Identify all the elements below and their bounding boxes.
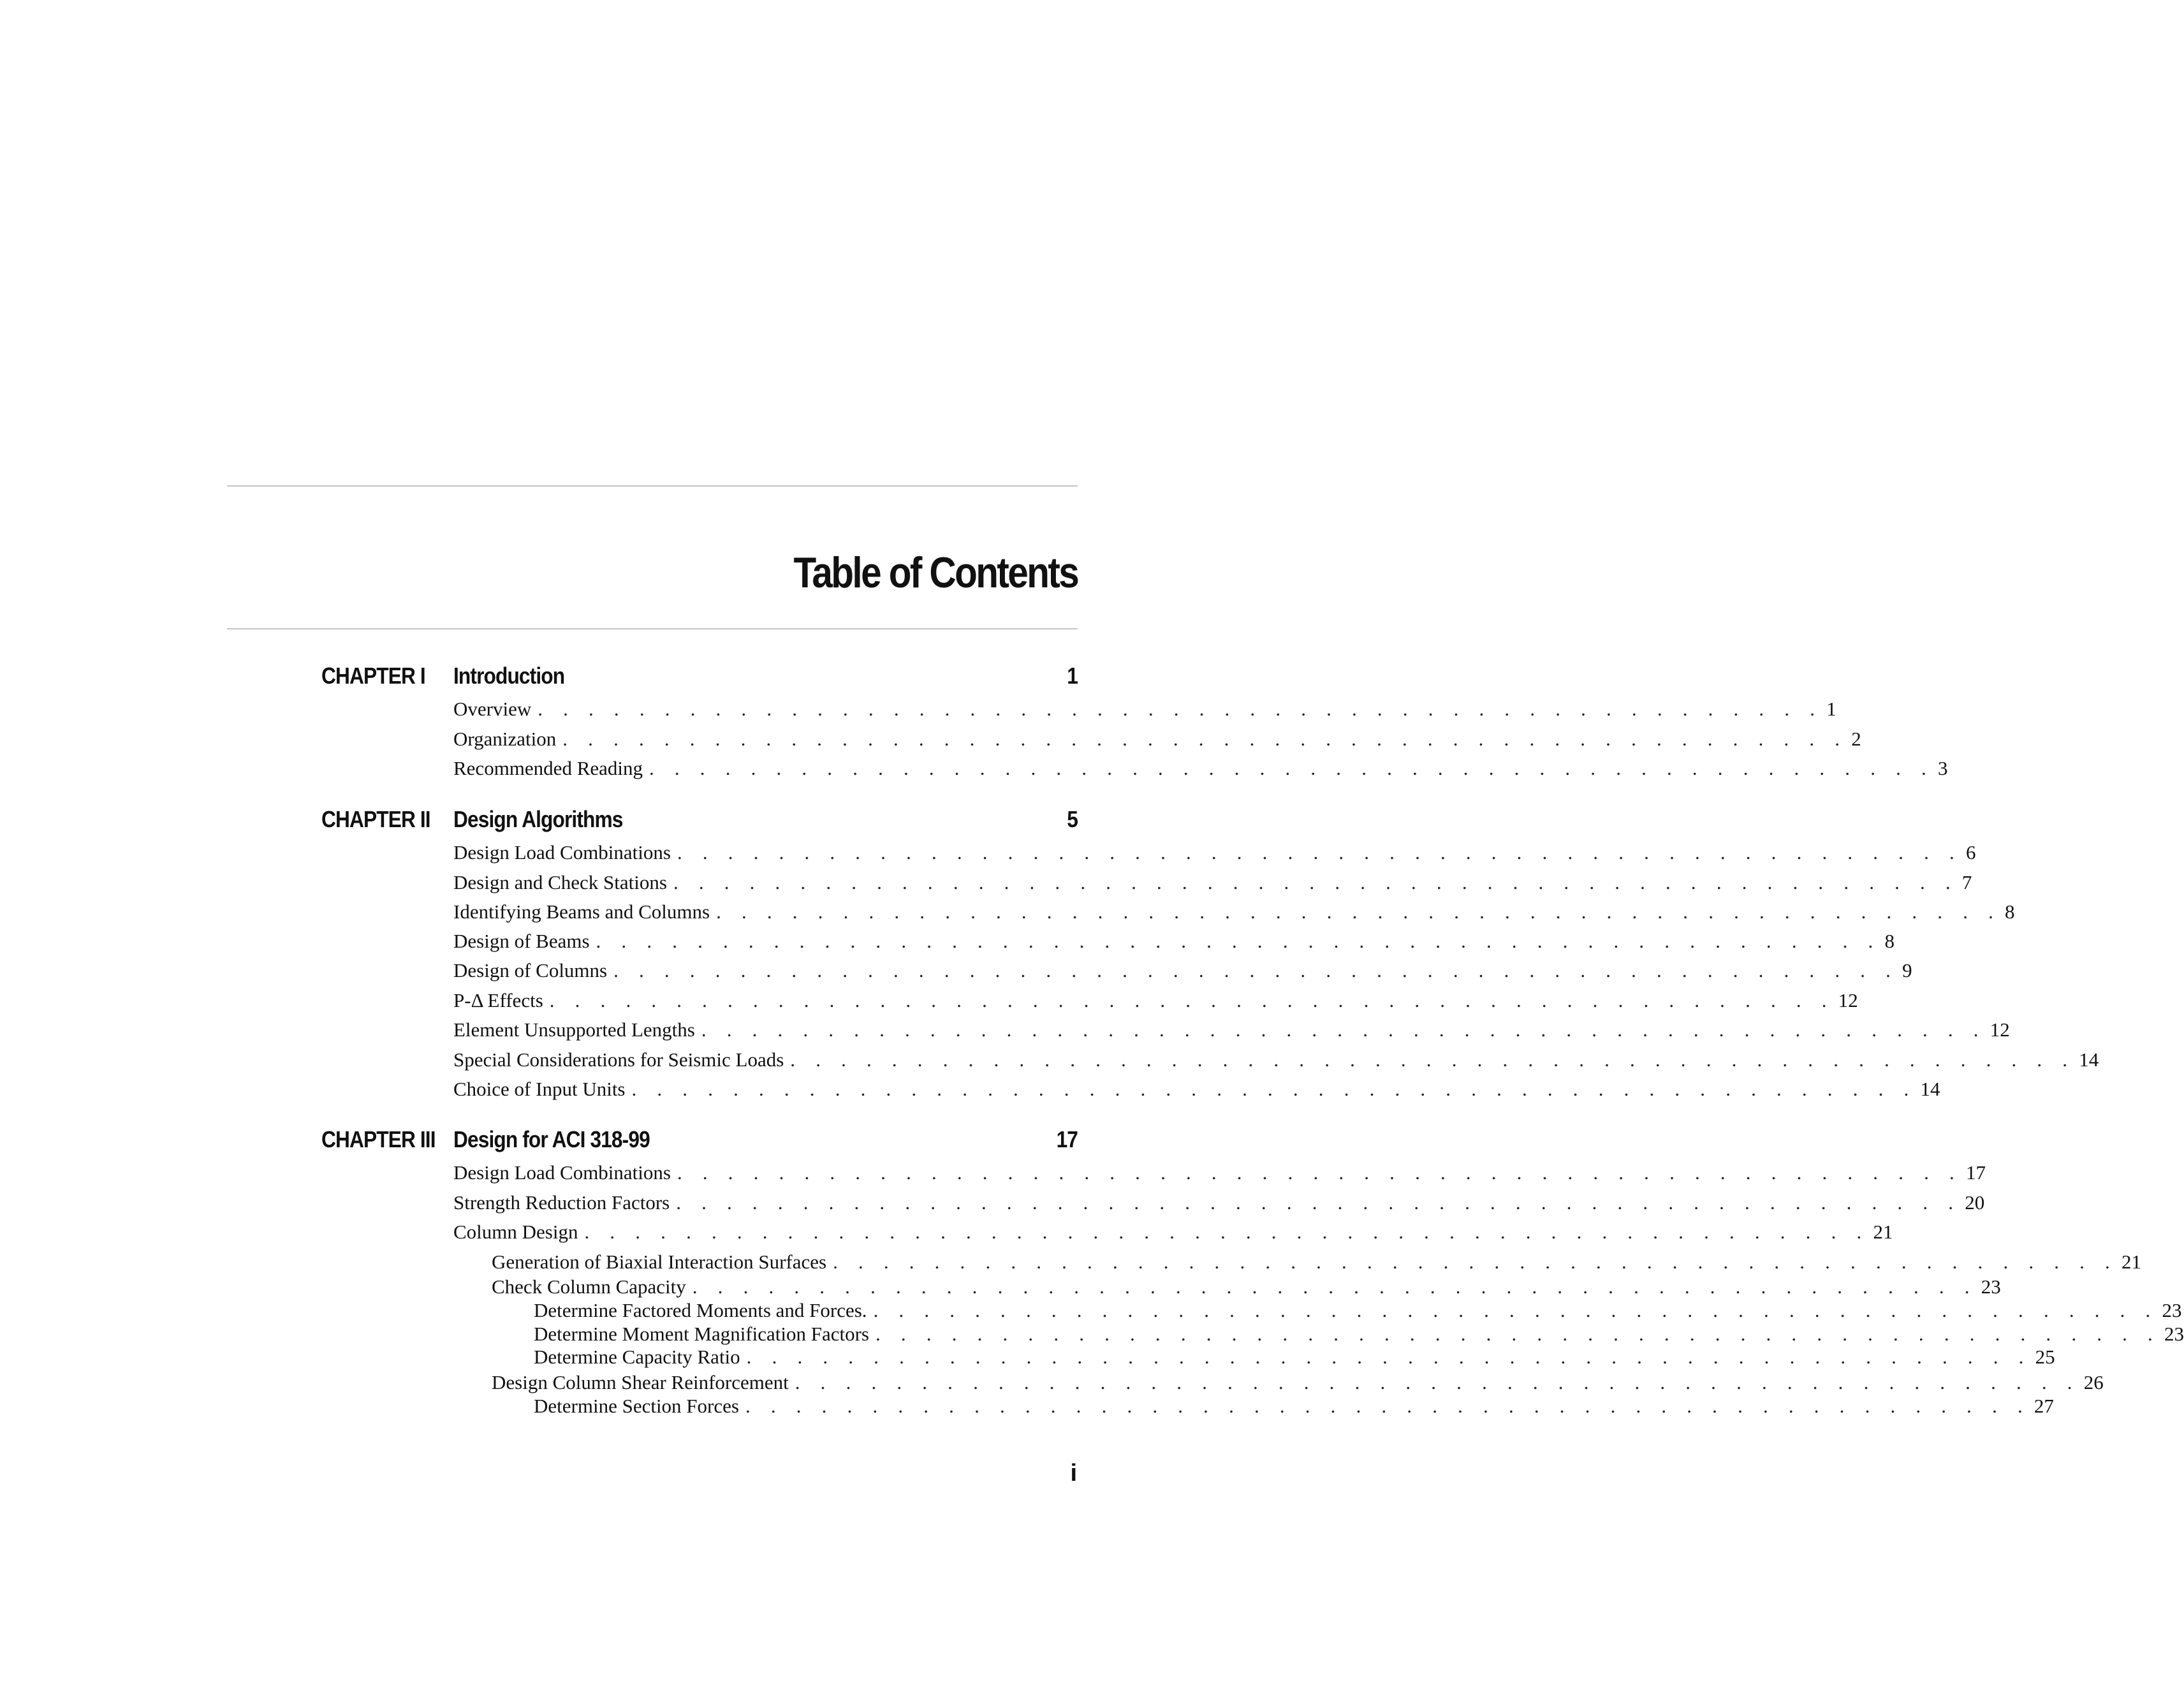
chapter-page-number: 1: [1067, 663, 1078, 689]
dot-leader: . . . . . . . . . . . . . . . . . . . . . . . . . . . . . . . . . . . . . . . . . . . . . . . . . . .: [631, 1078, 1917, 1100]
chapter-title: Introduction: [453, 663, 565, 689]
chapter-page-number: 17: [1056, 1126, 1078, 1152]
toc-entry-label: Overview: [453, 698, 532, 720]
chapter-heading[interactable]: [0, 800, 1306, 839]
chapter-heading[interactable]: [0, 1121, 1306, 1159]
chapter-title: Design for ACI 318-99: [453, 1126, 650, 1152]
chapter-heading[interactable]: [0, 657, 1306, 695]
dot-leader: . . . . . . . . . . . . . . . . . . . . . . . . . . . . . . . . . . . . . . . . . . . . . . . . . . .: [649, 757, 1934, 779]
toc-entry-label: Generation of Biaxial Interaction Surfaces: [492, 1251, 827, 1273]
toc-entry-label: Determine Section Forces: [534, 1395, 739, 1417]
toc-entry[interactable]: [453, 839, 1976, 867]
toc-entry[interactable]: [453, 1218, 1893, 1246]
dot-leader: . . . . . . . . . . . . . . . . . . . . . . . . . . . . . . . . . . . . . . . . . . . . . . . . . . .: [716, 900, 2002, 923]
toc-entry-label: Check Column Capacity: [492, 1275, 686, 1298]
toc-entry-label: Design Column Shear Reinforcement: [492, 1371, 789, 1393]
toc-entry-label: Organization: [453, 728, 557, 750]
toc-entry-page-number: 20: [1965, 1191, 1985, 1214]
dot-leader: . . . . . . . . . . . . . . . . . . . . . . . . . . . . . . . . . . . . . . . . . . . . . . . . . . .: [677, 1161, 1962, 1184]
toc-entry-page-number: 8: [2005, 900, 2015, 923]
toc-entry-page-number: 23: [2162, 1299, 2182, 1321]
toc-entry-page-number: 21: [1873, 1221, 1893, 1243]
toc-entry-label: Identifying Beams and Columns: [453, 900, 710, 923]
toc-entry-page-number: 27: [2034, 1395, 2054, 1417]
dot-leader: . . . . . . . . . . . . . . . . . . . . . . . . . . . . . . . . . . . . . . . . . . . . . . . . . . .: [584, 1221, 1870, 1243]
toc-entry-page-number: 12: [1838, 989, 1858, 1011]
toc-entry[interactable]: [453, 1189, 1985, 1217]
toc-entry[interactable]: [534, 1343, 2055, 1371]
dot-leader: . . . . . . . . . . . . . . . . . . . . . . . . . . . . . . . . . . . . . . . . . . . . . . . . . . .: [745, 1395, 2030, 1417]
toc-entry[interactable]: [453, 754, 1948, 783]
toc-entry-page-number: 14: [2079, 1048, 2099, 1071]
toc-entry-label: Determine Factored Moments and Forces.: [534, 1299, 867, 1321]
toc-entry-label: Design Load Combinations: [453, 1161, 671, 1184]
dot-leader: . . . . . . . . . . . . . . . . . . . . . . . . . . . . . . . . . . . . . . . . . . . . . . . . . . .: [746, 1346, 2032, 1368]
toc-entry-page-number: 23: [2164, 1323, 2184, 1345]
toc-entry[interactable]: [453, 695, 1836, 723]
dot-leader: . . . . . . . . . . . . . . . . . . . . . . . . . . . . . . . . . . . . . . . . . . . . . . . . . . .: [562, 728, 1848, 750]
toc-entry-page-number: 23: [1981, 1275, 2001, 1298]
toc-entry-label: Column Design: [453, 1221, 578, 1243]
page-title: Table of Contents: [793, 548, 1078, 597]
toc-entry-page-number: 6: [1965, 841, 1976, 863]
dot-leader: . . . . . . . . . . . . . . . . . . . . . . . . . . . . . . . . . . . . . . . . . . . . . . . . . . .: [790, 1048, 2076, 1071]
toc-entry[interactable]: [453, 1159, 1986, 1187]
toc-entry[interactable]: [453, 725, 1861, 753]
toc-entry[interactable]: [453, 987, 1858, 1015]
toc-entry[interactable]: [453, 957, 1912, 985]
dot-leader: . . . . . . . . . . . . . . . . . . . . . . . . . . . . . . . . . . . . . . . . . . . . . . . . . . .: [833, 1251, 2118, 1273]
toc-entry-label: Design and Check Stations: [453, 871, 667, 893]
toc-entry-label: Design Load Combinations: [453, 841, 671, 863]
dot-leader: . . . . . . . . . . . . . . . . . . . . . . . . . . . . . . . . . . . . . . . . . . . . . . . . . . .: [692, 1275, 1977, 1298]
toc-entry[interactable]: [534, 1392, 2054, 1420]
toc-entry-page-number: 1: [1826, 698, 1836, 720]
toc-entry[interactable]: [453, 1046, 2099, 1074]
toc-entry-page-number: 12: [1990, 1018, 2010, 1041]
toc-entry-label: Recommended Reading: [453, 757, 643, 779]
dot-leader: . . . . . . . . . . . . . . . . . . . . . . . . . . . . . . . . . . . . . . . . . . . . . . . . . . .: [701, 1018, 1986, 1041]
chapter-label: CHAPTER II: [321, 806, 430, 832]
toc-entry-label: Special Considerations for Seismic Loads: [453, 1048, 784, 1071]
dot-leader: . . . . . . . . . . . . . . . . . . . . . . . . . . . . . . . . . . . . . . . . . . . . . . . . . . .: [676, 1191, 1961, 1214]
dot-leader: . . . . . . . . . . . . . . . . . . . . . . . . . . . . . . . . . . . . . . . . . . . . . . . . . . .: [538, 698, 1823, 720]
toc-entry-label: Determine Capacity Ratio: [534, 1346, 740, 1368]
toc-entry-label: Element Unsupported Lengths: [453, 1018, 695, 1041]
toc-entry-label: Strength Reduction Factors: [453, 1191, 670, 1214]
chapter-title: Design Algorithms: [453, 806, 623, 832]
toc-entry-label: Determine Moment Magnification Factors: [534, 1323, 870, 1345]
toc-entry-label: Design of Beams: [453, 930, 590, 952]
toc-entry-page-number: 14: [1920, 1078, 1940, 1100]
toc-entry-label: P-Δ Effects: [453, 989, 543, 1011]
chapter-label: CHAPTER I: [321, 663, 425, 689]
dot-leader: . . . . . . . . . . . . . . . . . . . . . . . . . . . . . . . . . . . . . . . . . . . . . . . . . . .: [596, 930, 1881, 952]
toc-entry[interactable]: [453, 869, 1972, 897]
toc-entry-label: Design of Columns: [453, 959, 608, 981]
toc-entry[interactable]: [453, 1075, 1940, 1103]
toc-entry-page-number: 21: [2122, 1251, 2142, 1273]
toc-entry-page-number: 8: [1884, 930, 1895, 952]
dot-leader: . . . . . . . . . . . . . . . . . . . . . . . . . . . . . . . . . . . . . . . . . . . . . . . . . . .: [673, 871, 1958, 893]
toc-entry-page-number: 7: [1961, 871, 1972, 893]
dot-leader: . . . . . . . . . . . . . . . . . . . . . . . . . . . . . . . . . . . . . . . . . . . . . . . . . . .: [876, 1323, 2160, 1345]
toc-entry[interactable]: [453, 898, 2015, 926]
dot-leader: . . . . . . . . . . . . . . . . . . . . . . . . . . . . . . . . . . . . . . . . . . . . . . . . . . .: [549, 989, 1835, 1011]
dot-leader: . . . . . . . . . . . . . . . . . . . . . . . . . . . . . . . . . . . . . . . . . . . . . . . . . . .: [795, 1371, 2080, 1393]
page-number: i: [1070, 1460, 1077, 1487]
chapter-page-number: 5: [1067, 806, 1078, 832]
toc-entry[interactable]: [453, 927, 1895, 955]
toc-entry-page-number: 17: [1965, 1161, 1986, 1184]
dot-leader: . . . . . . . . . . . . . . . . . . . . . . . . . . . . . . . . . . . . . . . . . . . . . . . . . . .: [873, 1299, 2158, 1321]
dot-leader: . . . . . . . . . . . . . . . . . . . . . . . . . . . . . . . . . . . . . . . . . . . . . . . . . . .: [677, 841, 1962, 863]
toc-entry-page-number: 26: [2083, 1371, 2104, 1393]
chapter-label: CHAPTER III: [321, 1126, 436, 1152]
toc-entry-page-number: 2: [1851, 728, 1861, 750]
dot-leader: . . . . . . . . . . . . . . . . . . . . . . . . . . . . . . . . . . . . . . . . . . . . . . . . . . .: [613, 959, 1899, 981]
toc-entry-label: Choice of Input Units: [453, 1078, 626, 1100]
toc-entry-page-number: 9: [1902, 959, 1912, 981]
toc-entry-page-number: 3: [1937, 757, 1948, 779]
toc-entry[interactable]: [453, 1016, 2010, 1044]
toc-entry[interactable]: [492, 1248, 2142, 1276]
toc-entry-page-number: 25: [2035, 1346, 2055, 1368]
